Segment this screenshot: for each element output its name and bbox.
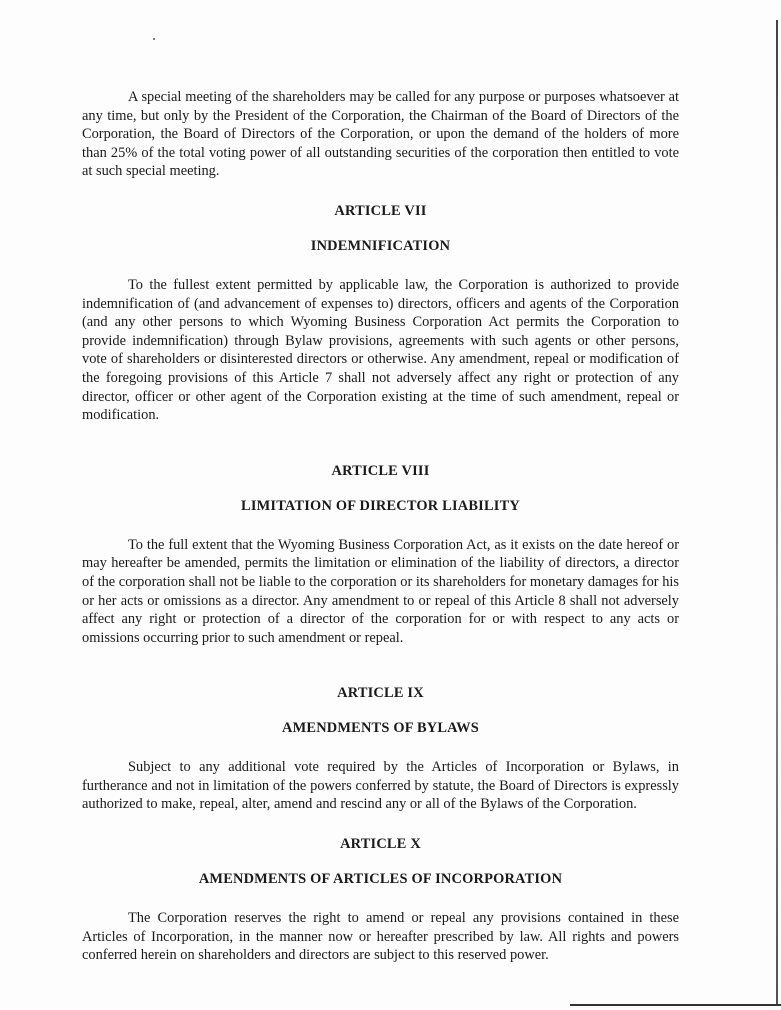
article-7-paragraph: To the fullest extent permitted by applicable law, the Corporation is authorized to provide indemnification of (and advancement of expenses to) directors, officers and agents of the Corporation (and any other persons to which Wyoming Business Corporation Act permits the Corporation to provide indemnification) through Bylaw provisions, agreements with such agents or other persons, vote of shareholders or disinterested directors or otherwise. Any amendment, repeal or modification of the foregoing provisions of this Article 7 shall not adversely affect any right or protection of any director, officer or other agent of the Corporation existing at the time of such amendment, repeal or modification.	[82, 276, 679, 424]
page-edge-line	[776, 20, 778, 1005]
article-8-title: LIMITATION OF DIRECTOR LIABILITY	[241, 497, 520, 514]
article-10-title: AMENDMENTS OF ARTICLES OF INCORPORATION	[198, 871, 563, 888]
special-meeting-paragraph: A special meeting of the shareholders may be called for any purpose or purposes whatsoever at any time, but only by the President of the Corporation, the Chairman of the Board of Directors of the Corporation, the Board of Directors of the Corporation, or upon the demand of the holders of more than 25% of the total voting power of all outstanding securities of the corporation then entitled to vote at such special meeting.	[82, 89, 679, 180]
article-10-paragraph: The Corporation reserves the right to amend or repeal any provisions contained in these Articles of Incorporation, in the manner now or hereafter prescribed by law. All rights and powers conferred herein on shareholders and directors are subject to this reserved power.	[82, 910, 679, 964]
article-9-title: AMENDMENTS OF BYLAWS	[282, 720, 479, 737]
article-10-number: ARTICLE X	[340, 836, 421, 853]
scan-speck	[153, 38, 155, 40]
bottom-rule-line	[570, 1004, 781, 1006]
article-8-paragraph: To the full extent that the Wyoming Business Corporation Act, as it exists on the date hereof or may hereafter be amended, permits the limitation or elimination of the liability of directors, a director of the corporation shall not be liable to the corporation or its shareholders for monetary damages for his or her acts or omissions as a director. Any amendment to or repeal of this Article 8 shall not adversely affect any right or protection of a director of the corporation for or with respect to any acts or omissions occurring prior to such amendment or repeal.	[82, 536, 679, 646]
article-7-number: ARTICLE VII	[334, 202, 427, 219]
article-8-number: ARTICLE VIII	[331, 462, 430, 479]
document-body	[82, 88, 679, 965]
article-9-paragraph: Subject to any additional vote required by the Articles of Incorporation or Bylaws, in furtherance and not in limitation of the powers conferred by statute, the Board of Directors is expressly authorized to make, repeal, alter, amend and rescind any or all of the Bylaws of the Corporation.	[82, 759, 679, 813]
article-9-number: ARTICLE IX	[337, 685, 424, 702]
article-7-title: INDEMNIFICATION	[310, 237, 451, 254]
